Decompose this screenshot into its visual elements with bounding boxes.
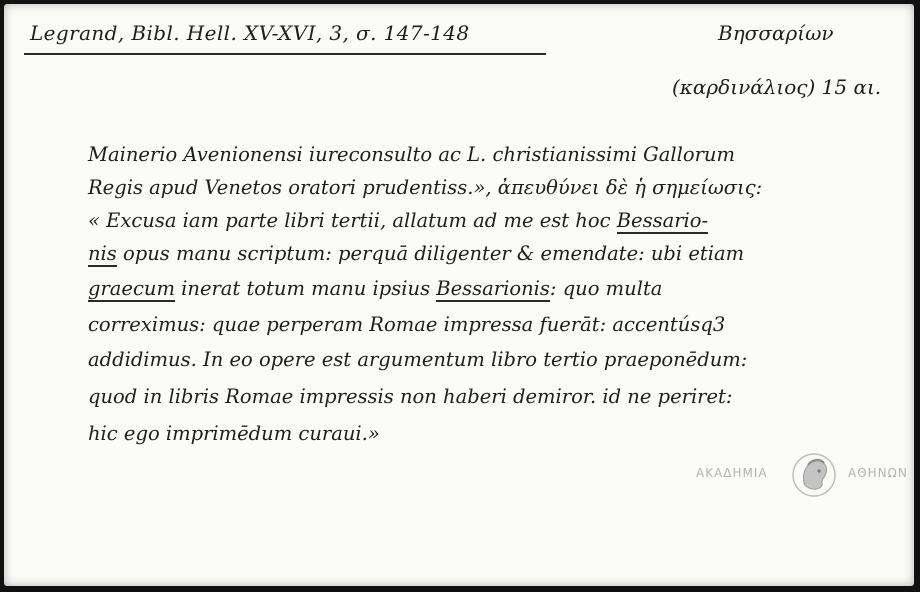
watermark-word-2: ΑΘΗΝΩΝ xyxy=(848,466,908,480)
note-line-3 xyxy=(88,209,708,232)
underlined-word-graecum: graecum xyxy=(88,277,175,300)
note-line-1: Mainerio Avenionensi iureconsulto ac L. christianissimi Gallorum xyxy=(88,143,735,166)
athena-head-icon xyxy=(790,451,838,499)
underlined-name-bessario: Bessario- xyxy=(616,209,709,232)
entry-name: Βησσαρίων xyxy=(718,21,834,45)
watermark-word-1: ΑΚΑΔΗΜΙΑ xyxy=(696,466,768,480)
bibliographic-reference: Legrand, Bibl. Hell. XV-XVI, 3, σ. 147-148 xyxy=(30,21,470,45)
entry-subtitle: (καρδινάλιος) 15 αι. xyxy=(672,75,882,99)
underlined-name-bessarionis: Bessarionis xyxy=(436,277,550,300)
note-line-9: hic ego imprimēdum curaui.» xyxy=(88,422,380,445)
note-line-4 xyxy=(88,242,744,265)
underlined-name-nis: nis xyxy=(88,242,117,265)
note-line-4-text: opus manu scriptum: perquā diligenter & emendate: ubi etiam xyxy=(116,242,745,265)
note-line-5-text-a: inerat totum manu ipsius xyxy=(174,277,437,300)
academy-watermark xyxy=(696,451,908,499)
note-line-3-text: « Excusa iam parte libri tertii, allatum ad me est hoc xyxy=(88,209,617,232)
note-line-8: quod in libris Romae impressis non haberi demiror. id ne periret: xyxy=(88,385,733,408)
note-line-6: correximus: quae perperam Romae impressa fuerāt: accentúsq3 xyxy=(88,313,726,336)
reference-underline xyxy=(24,53,546,55)
note-line-2: Regis apud Venetos oratori prudentiss.», ἀπευθύνει δὲ ἡ σημείωσις: xyxy=(88,176,763,199)
index-card xyxy=(4,4,914,586)
note-line-5 xyxy=(88,277,662,300)
note-line-7: addidimus. In eo opere est argumentum libro tertio praeponēdum: xyxy=(88,348,748,371)
note-line-5-text-b: : quo multa xyxy=(549,277,663,300)
